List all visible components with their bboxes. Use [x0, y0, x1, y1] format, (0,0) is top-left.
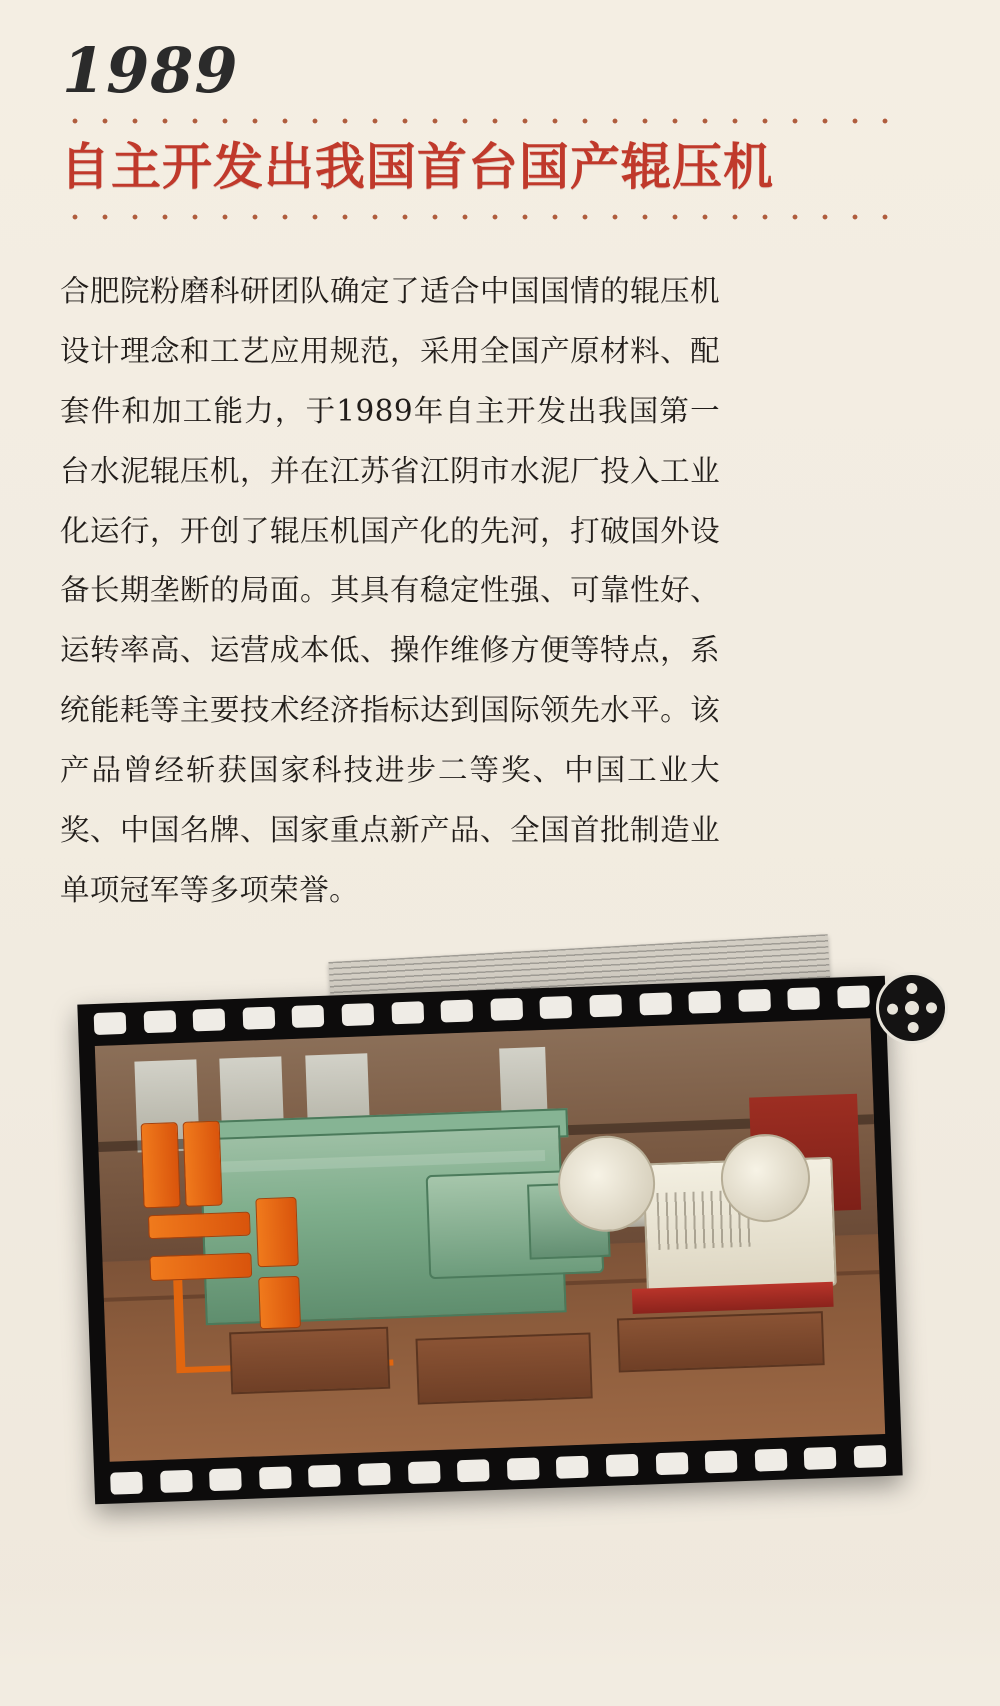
film-perforation: [110, 1472, 143, 1495]
film-perforation: [837, 985, 870, 1008]
film-perforation: [804, 1447, 837, 1470]
bottom-fade: [0, 1586, 1000, 1706]
film-perforation: [259, 1466, 292, 1489]
reel-hole: [906, 983, 917, 994]
article-body: 合肥院粉磨科研团队确定了适合中国国情的辊压机设计理念和工艺应用规范，采用全国产原材料、配套件和加工能力，于1989年自主开发出我国第一台水泥辊压机，并在江苏省江阴市水泥厂投入工业化运行，开创了辊压机国产化的先河，打破国外设备长期垄断的局面。其具有稳定性强、可靠性好、运转率高、运营成本低、操作维修方便等特点，系统能耗等主要技术经济指标达到国际领先水平。该产品曾经斩获国家科技进步二等奖、中国工业大奖、中国名牌、国家重点新产品、全国首批制造业单项冠军等多项荣誉。: [60, 274, 720, 907]
reel-hole: [926, 1002, 937, 1013]
hydraulic-cylinder: [258, 1276, 301, 1329]
film-perforation: [143, 1010, 176, 1033]
hydraulic-cylinder: [256, 1197, 299, 1267]
dotted-divider-bottom: [60, 212, 900, 222]
film-perforation: [540, 996, 573, 1019]
film-perforation: [787, 987, 820, 1010]
film-perforation: [308, 1464, 341, 1487]
film-perforation: [738, 989, 771, 1012]
film-perforation: [507, 1457, 540, 1480]
hydraulic-cylinder: [149, 1253, 253, 1282]
film-perforation: [193, 1008, 226, 1031]
reel-hole: [887, 1003, 898, 1014]
film-perforation: [754, 1449, 787, 1472]
hydraulic-cylinder: [147, 1211, 251, 1240]
reel-hub: [905, 1001, 919, 1015]
film-perforation: [441, 999, 474, 1022]
page-title-year: 1989: [62, 34, 239, 107]
film-perforation: [94, 1012, 127, 1035]
reel-hole: [907, 1022, 918, 1033]
film-perforation: [391, 1001, 424, 1024]
photo-composition: [0, 930, 1000, 1570]
film-perforation: [358, 1463, 391, 1486]
film-perforation: [606, 1454, 639, 1477]
film-perforation: [457, 1459, 490, 1482]
machine-foundation: [617, 1311, 825, 1372]
film-perforation: [341, 1003, 374, 1026]
hydraulic-cylinder: [140, 1122, 180, 1208]
photo-scene: [95, 1018, 885, 1461]
film-perforation: [407, 1461, 440, 1484]
film-perforation: [655, 1452, 688, 1475]
film-perforation: [705, 1450, 738, 1473]
header-block: [58, 34, 938, 222]
film-strip-photo-card: [77, 976, 902, 1505]
film-perforation: [242, 1007, 275, 1030]
dotted-divider-top: [60, 116, 900, 126]
hydraulic-cylinder: [183, 1121, 223, 1207]
film-perforation: [209, 1468, 242, 1491]
machine-foundation: [416, 1332, 593, 1405]
film-perforation: [556, 1456, 589, 1479]
film-perforation: [688, 991, 721, 1014]
film-perforation: [490, 998, 523, 1021]
machine-foundation: [229, 1327, 390, 1395]
page-title-headline: 自主开发出我国首台国产辊压机: [60, 137, 774, 196]
film-perforation: [854, 1445, 887, 1468]
film-perforation: [639, 992, 672, 1015]
film-perforation: [292, 1005, 325, 1028]
film-perforation: [160, 1470, 193, 1493]
film-perforation: [589, 994, 622, 1017]
machine-photograph: [95, 1018, 885, 1461]
